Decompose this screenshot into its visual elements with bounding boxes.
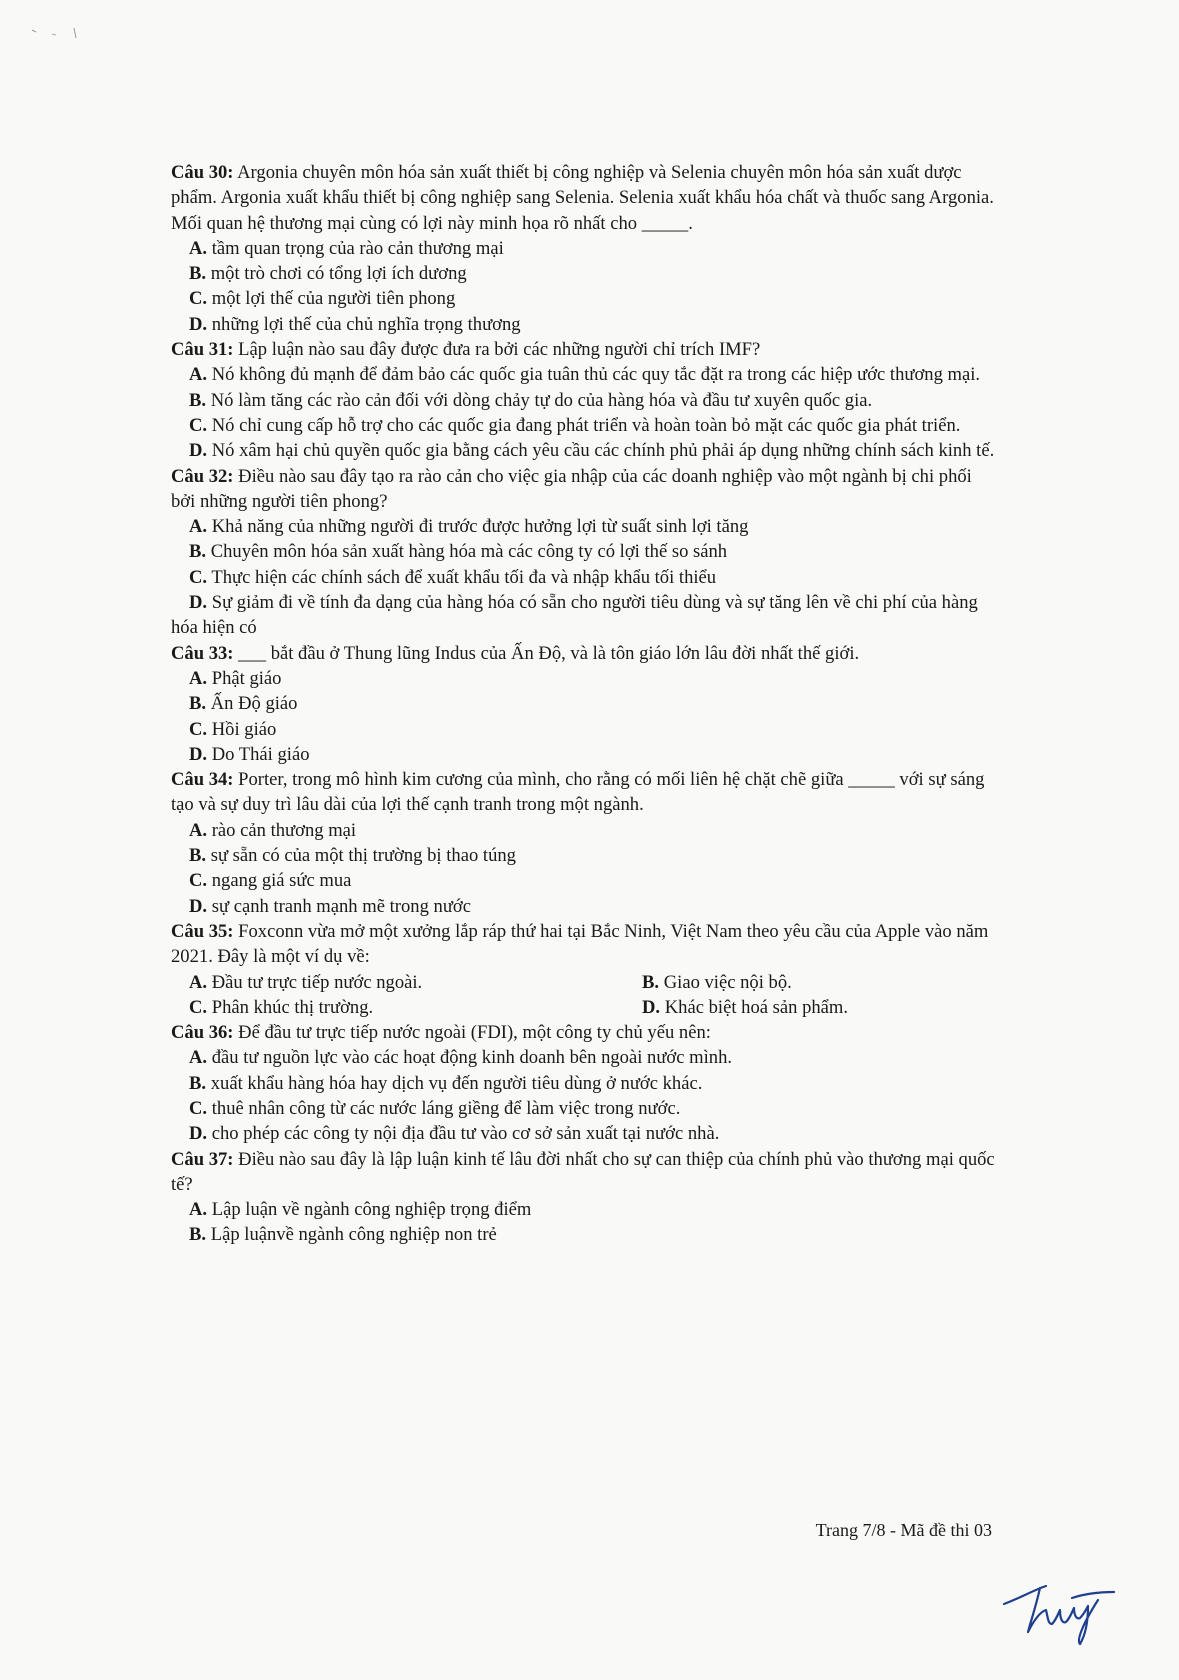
question-label: Câu 33: <box>171 642 234 664</box>
options-list <box>171 1045 997 1146</box>
question-text: Để đầu tư trực tiếp nước ngoài (FDI), một công ty chủ yếu nên: <box>238 1022 711 1044</box>
question-33 <box>171 641 997 767</box>
page-number: Trang 7/8 <box>815 1520 886 1540</box>
question-label: Câu 30: <box>171 162 234 183</box>
question-35 <box>171 919 997 1020</box>
option-b: B. sự sẵn có của một thị trường bị thao túng <box>189 845 516 867</box>
question-label: Câu 36: <box>171 1022 234 1044</box>
options-list <box>171 236 997 337</box>
options-list <box>171 970 997 1021</box>
option-b: B. Giao việc nội bộ. <box>642 971 792 993</box>
option-b: B. một trò chơi có tổng lợi ích dương <box>189 263 467 285</box>
option-a: A. Nó không đủ mạnh để đảm bảo các quốc gia tuân thủ các quy tắc đặt ra trong các hiệp ước thương mại. <box>189 364 981 386</box>
question-label: Câu 34: <box>171 769 234 791</box>
option-d: D. Do Thái giáo <box>189 743 310 765</box>
options-row <box>171 995 997 1020</box>
option-c: C. Nó chỉ cung cấp hỗ trợ cho các quốc gia đang phát triển và hoàn toàn bỏ mặt các quốc gia phát triển. <box>189 414 961 436</box>
options-list <box>171 818 997 919</box>
exam-content <box>171 160 997 1248</box>
question-31 <box>171 337 997 463</box>
option-b: B. Chuyên môn hóa sản xuất hàng hóa mà các công ty có lợi thế so sánh <box>189 541 728 563</box>
option-a: A. Khả năng của những người đi trước được hưởng lợi từ suất sinh lợi tăng <box>189 516 749 538</box>
option-c: C. Hồi giáo <box>189 718 277 740</box>
options-list <box>171 362 997 463</box>
page-footer <box>816 1520 992 1541</box>
option-d: D. Sự giảm đi về tính đa dạng của hàng hóa có sẵn cho người tiêu dùng và sự tăng lên về chi phí của hàng hóa hiện có <box>171 592 978 639</box>
option-c: C. ngang giá sức mua <box>189 870 352 892</box>
question-text: Lập luận nào sau đây được đưa ra bởi các những người chỉ trích IMF? <box>238 339 761 361</box>
option-d: D. cho phép các công ty nội địa đầu tư vào cơ sở sản xuất tại nước nhà. <box>189 1123 720 1145</box>
question-37 <box>171 1147 997 1248</box>
question-text: Điều nào sau đây là lập luận kinh tế lâu đời nhất cho sự can thiệp của chính phủ vào thương mại quốc tế? <box>171 1148 995 1195</box>
question-text: Điều nào sau đây tạo ra rào cản cho việc gia nhập của các doanh nghiệp vào một ngành bị chi phối bởi những người tiên phong? <box>171 465 972 512</box>
question-text: Porter, trong mô hình kim cương của mình, cho rằng có mối liên hệ chặt chẽ giữa _____ với sự sáng tạo và sự duy trì lâu dài của lợi thế cạnh tranh trong một ngành. <box>171 769 985 816</box>
question-36 <box>171 1020 997 1146</box>
option-d: D. Nó xâm hại chủ quyền quốc gia bằng cách yêu cầu các chính phủ phải áp dụng những chính sách kinh tế. <box>189 440 995 462</box>
options-list <box>171 514 997 640</box>
option-d: D. Khác biệt hoá sản phẩm. <box>642 996 849 1018</box>
options-list <box>171 666 997 767</box>
footer-separator: - <box>890 1520 896 1540</box>
question-label: Câu 32: <box>171 465 234 487</box>
option-c: C. Thực hiện các chính sách để xuất khẩu tối đa và nhập khẩu tối thiểu <box>189 566 717 588</box>
option-c: C. thuê nhân công từ các nước láng giềng để làm việc trong nước. <box>189 1097 681 1119</box>
option-a: A. Đầu tư trực tiếp nước ngoài. <box>189 971 423 993</box>
question-label: Câu 37: <box>171 1148 234 1170</box>
option-d: D. những lợi thế của chủ nghĩa trọng thương <box>189 313 521 335</box>
option-b: B. xuất khẩu hàng hóa hay dịch vụ đến người tiêu dùng ở nước khác. <box>189 1072 703 1094</box>
question-text: Argonia chuyên môn hóa sản xuất thiết bị công nghiệp và Selenia chuyên môn hóa sản xuất dược phẩm. Argonia xuất khẩu thiết bị công nghiệp sang Selenia. Selenia xuất khẩu hóa chất và thuốc sang Argonia. Mối quan hệ thương mại cùng có lợi này minh họa rõ nhất cho _____. <box>171 162 994 234</box>
option-d: D. sự cạnh tranh mạnh mẽ trong nước <box>189 895 471 917</box>
question-30 <box>171 160 997 337</box>
question-text: ___ bắt đầu ở Thung lũng Indus của Ấn Độ, và là tôn giáo lớn lâu đời nhất thế giới. <box>238 642 860 664</box>
question-34 <box>171 767 997 919</box>
question-label: Câu 35: <box>171 920 234 942</box>
option-c: C. Phân khúc thị trường. <box>189 996 374 1018</box>
options-list <box>171 1197 997 1248</box>
question-label: Câu 31: <box>171 339 234 361</box>
option-a: A. Lập luận về ngành công nghiệp trọng điểm <box>189 1199 532 1221</box>
option-a: A. Phật giáo <box>189 667 282 689</box>
option-a: A. đầu tư nguồn lực vào các hoạt động kinh doanh bên ngoài nước mình. <box>189 1047 733 1069</box>
option-b: B. Ấn Độ giáo <box>189 693 298 715</box>
scan-marks <box>30 20 90 50</box>
option-b: B. Nó làm tăng các rào cản đối với dòng chảy tự do của hàng hóa và đầu tư xuyên quốc gia. <box>189 389 873 411</box>
question-text: Foxconn vừa mở một xưởng lắp ráp thứ hai tại Bắc Ninh, Việt Nam theo yêu cầu của Apple vào năm 2021. Đây là một ví dụ về: <box>171 920 989 968</box>
option-b: B. Lập luậnvề ngành công nghiệp non trẻ <box>189 1224 497 1246</box>
option-a: A. tầm quan trọng của rào cản thương mại <box>189 237 504 259</box>
handwritten-signature <box>1000 1570 1120 1650</box>
option-c: C. một lợi thế của người tiên phong <box>189 288 456 310</box>
option-a: A. rào cản thương mại <box>189 819 357 841</box>
exam-code: Mã đề thi 03 <box>900 1520 992 1540</box>
question-32 <box>171 464 997 641</box>
options-row <box>171 970 997 995</box>
